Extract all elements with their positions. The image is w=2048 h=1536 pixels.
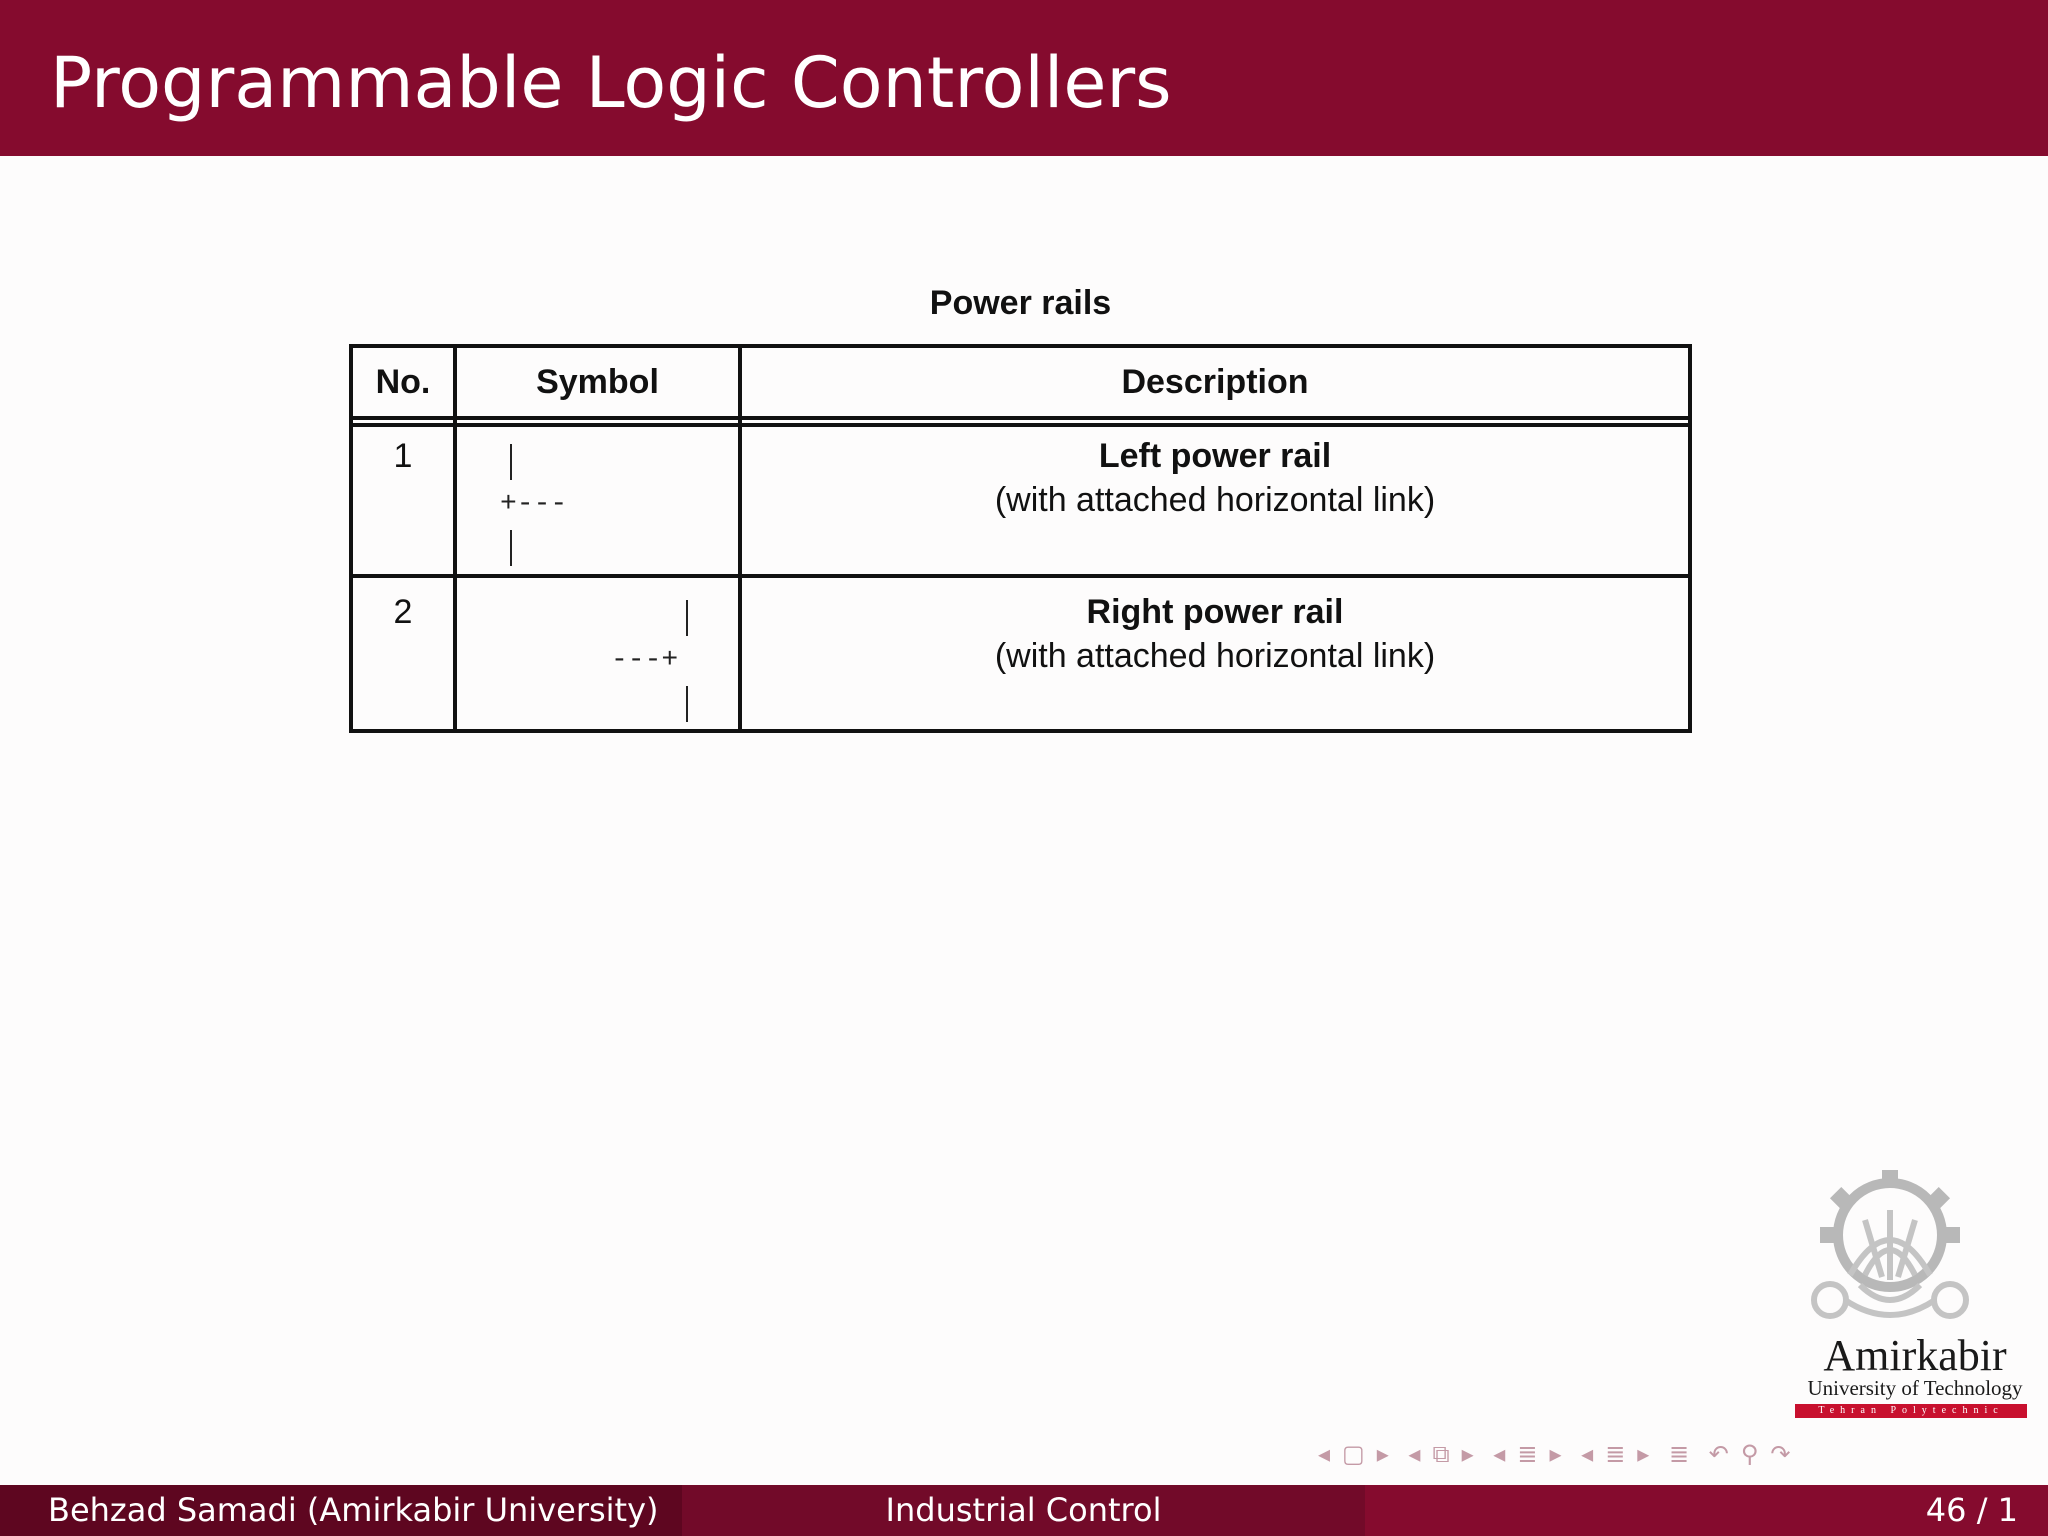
logo-university-subtitle: University of Technology bbox=[1807, 1376, 2023, 1400]
rail-segment-top bbox=[686, 600, 688, 636]
document-icon[interactable]: ≣ bbox=[1668, 1440, 1690, 1468]
footer-author: Behzad Samadi (Amirkabir University) bbox=[48, 1491, 659, 1529]
row-divider bbox=[353, 574, 1688, 578]
logo-university-name: Amirkabir bbox=[1823, 1331, 2007, 1380]
rail-segment-top bbox=[510, 444, 512, 480]
row-1-title: Left power rail bbox=[1098, 437, 1332, 475]
section-icon[interactable]: ≣ bbox=[1605, 1440, 1626, 1468]
forward-icon[interactable]: ↷ bbox=[1770, 1440, 1791, 1468]
subsection-icon[interactable]: ≣ bbox=[1517, 1440, 1538, 1468]
nav-next-slide-icon[interactable]: ▸ bbox=[1376, 1440, 1389, 1468]
title-bar bbox=[0, 0, 2048, 156]
rail-link-text: +--- bbox=[500, 489, 568, 520]
search-icon[interactable]: ⚲ bbox=[1740, 1440, 1759, 1468]
row-1-subtitle: (with attached horizontal link) bbox=[994, 481, 1436, 519]
power-rails-table bbox=[349, 344, 1692, 733]
footer-page-number: 46 / 1 bbox=[1925, 1491, 2018, 1529]
row-2-subtitle: (with attached horizontal link) bbox=[994, 637, 1436, 675]
slide-frame-icon[interactable]: ▢ bbox=[1342, 1440, 1365, 1468]
header-symbol: Symbol bbox=[536, 363, 659, 401]
header-divider bbox=[353, 423, 1688, 427]
table-caption: Power rails bbox=[929, 284, 1112, 322]
footer-course-section bbox=[682, 1485, 1365, 1536]
column-divider bbox=[453, 348, 457, 729]
footer bbox=[0, 1485, 2048, 1536]
header-description: Description bbox=[1121, 363, 1309, 401]
nav-next-subsection-icon[interactable]: ▸ bbox=[1549, 1440, 1562, 1468]
rail-segment-bottom bbox=[686, 686, 688, 722]
frames-icon[interactable]: ⧉ bbox=[1432, 1440, 1450, 1468]
nav-prev-slide-icon[interactable]: ◂ bbox=[1318, 1440, 1331, 1468]
nav-prev-subsection-icon[interactable]: ◂ bbox=[1493, 1440, 1506, 1468]
back-icon[interactable]: ↶ bbox=[1708, 1440, 1729, 1468]
rail-link-text: ---+ bbox=[611, 645, 679, 676]
header-divider bbox=[353, 416, 1688, 420]
row-1-no: 1 bbox=[393, 437, 413, 475]
footer-page-section bbox=[1365, 1485, 2048, 1536]
nav-prev-frame-icon[interactable]: ◂ bbox=[1408, 1440, 1421, 1468]
navigation-bar bbox=[1318, 1440, 1803, 1472]
nav-next-section-icon[interactable]: ▸ bbox=[1637, 1440, 1650, 1468]
header-no: No. bbox=[375, 363, 431, 401]
rail-segment-bottom bbox=[510, 530, 512, 566]
nav-next-frame-icon[interactable]: ▸ bbox=[1461, 1440, 1474, 1468]
logo-band: Tehran Polytechnic bbox=[1795, 1404, 2027, 1418]
footer-author-section bbox=[0, 1485, 682, 1536]
nav-prev-section-icon[interactable]: ◂ bbox=[1581, 1440, 1594, 1468]
slide-title: Programmable Logic Controllers bbox=[50, 42, 1172, 124]
footer-course: Industrial Control bbox=[885, 1491, 1162, 1529]
row-2-title: Right power rail bbox=[1086, 593, 1344, 631]
row-2-no: 2 bbox=[393, 593, 413, 631]
